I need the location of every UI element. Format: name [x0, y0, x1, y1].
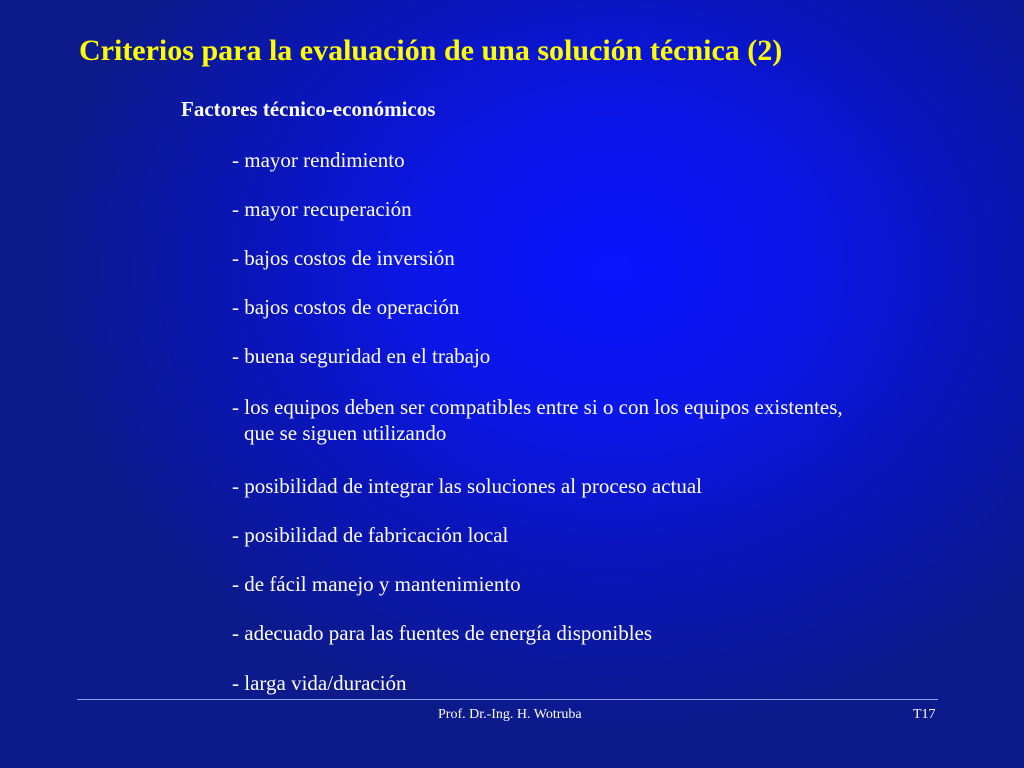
slide-subtitle: Factores técnico-económicos — [181, 97, 436, 121]
list-item: - adecuado para las fuentes de energía disponibles — [232, 621, 653, 645]
list-item: - posibilidad de integrar las soluciones al proceso actual — [232, 474, 703, 498]
list-item-continuation: que se siguen utilizando — [244, 421, 447, 445]
footer-author: Prof. Dr.-Ing. H. Wotruba — [438, 707, 582, 722]
list-item: - larga vida/duración — [232, 671, 407, 695]
slide-number: T17 — [913, 707, 936, 722]
list-item: - mayor rendimiento — [232, 148, 405, 172]
list-item: - buena seguridad en el trabajo — [232, 344, 491, 368]
list-item: - bajos costos de operación — [232, 295, 460, 319]
list-item: - mayor recuperación — [232, 197, 412, 221]
list-item-text: - los equipos deben ser compatibles entre si o con los equipos existentes, — [232, 395, 843, 419]
list-item: - bajos costos de inversión — [232, 246, 455, 270]
footer-divider — [77, 699, 938, 700]
list-item: - de fácil manejo y mantenimiento — [232, 572, 521, 596]
list-item: - posibilidad de fabricación local — [232, 523, 509, 547]
slide-title: Criterios para la evaluación de una solución técnica (2) — [79, 34, 783, 67]
list-item — [232, 394, 843, 446]
